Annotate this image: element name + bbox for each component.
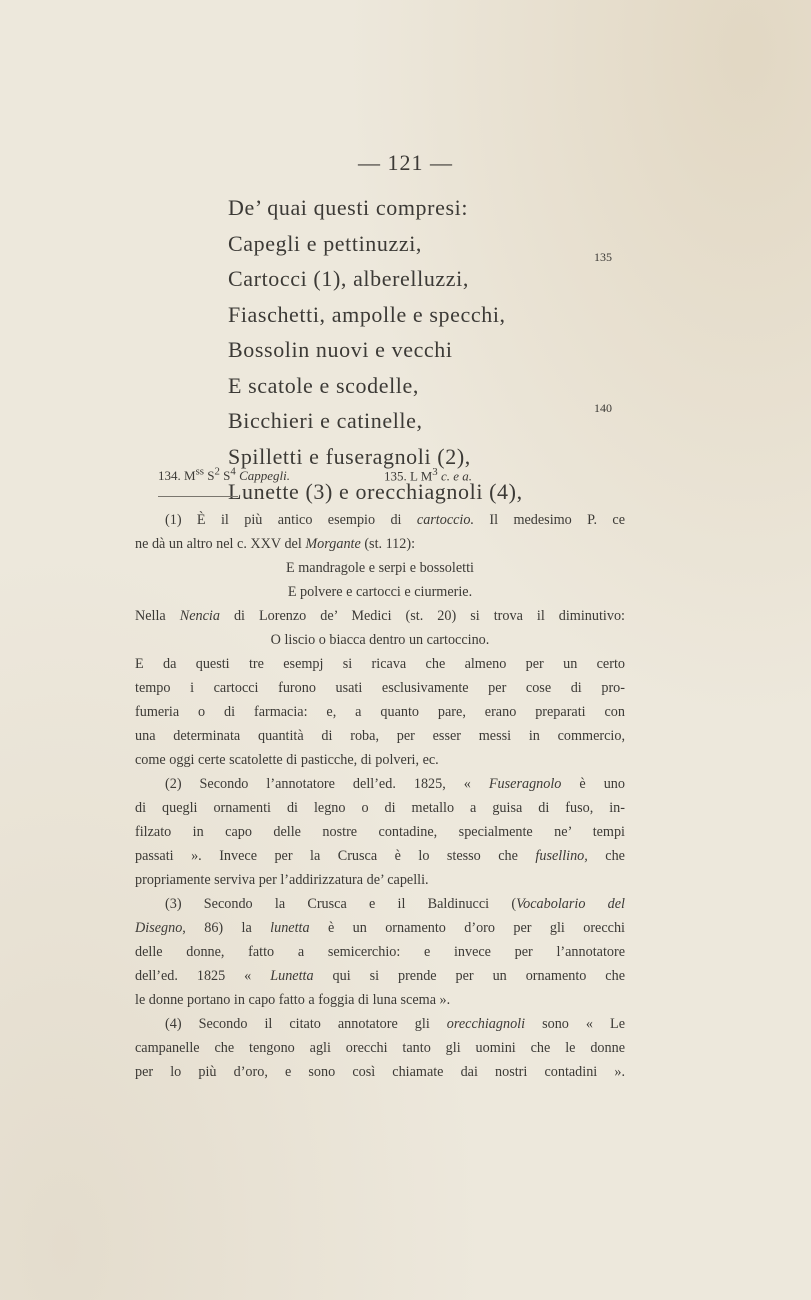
footnote-line: propriamente serviva per l’addirizzatura de’ capelli. bbox=[135, 872, 429, 888]
footnote-quote: O liscio o biacca dentro un cartoccino. bbox=[270, 632, 490, 648]
footnote-line: delle donne, fatto a semicerchio: e invece per l’annotatore bbox=[135, 944, 625, 960]
verse-line: De’ quai questi compresi: bbox=[228, 195, 469, 220]
verse-line: Cartocci (1), alberelluzzi, bbox=[228, 266, 469, 291]
footnote-line: filzato in capo delle nostre contadine, specialmente ne’ tempi bbox=[135, 824, 625, 840]
variant-readings bbox=[158, 466, 658, 484]
verse-line: Bossolin nuovi e vecchi bbox=[228, 337, 453, 362]
verse-line: Fiaschetti, ampolle e specchi, bbox=[228, 301, 506, 327]
footnote-line: di quegli ornamenti di legno o di metallo a guisa di fuso, in- bbox=[135, 800, 625, 816]
verse-line: E scatole e scodelle, bbox=[228, 372, 419, 398]
footnote-line: (3) Secondo la Crusca e il Baldinucci (Vocabolario del bbox=[165, 896, 625, 912]
footnote-line: E da questi tre esempj si ricava che almeno per un certo bbox=[135, 656, 625, 672]
footnotes bbox=[135, 508, 625, 1084]
footnote-line: dell’ed. 1825 « Lunetta qui si prende per un ornamento che bbox=[135, 968, 625, 984]
footnote-line: campanelle che tengono agli orecchi tanto gli uomini che le donne bbox=[135, 1040, 625, 1056]
footnote-line: Disegno, 86) la lunetta è un ornamento d’oro per gli orecchi bbox=[135, 920, 625, 936]
footnote-quote: E mandragole e serpi e bossoletti bbox=[286, 560, 474, 576]
page-number: — 121 — bbox=[358, 150, 453, 175]
variant-reading: 135. L $M^3$ c. e a. bbox=[384, 466, 472, 484]
footnote-line: per lo più d’oro, e sono così chiamate dai nostri contadini ». bbox=[135, 1064, 625, 1080]
footnote-line: (4) Secondo il citato annotatore gli orecchiagnoli sono « Le bbox=[165, 1016, 625, 1032]
verse-block bbox=[228, 190, 523, 510]
line-number: 135 bbox=[594, 250, 612, 264]
footnote-line: come oggi certe scatolette di pasticche, di polveri, ec. bbox=[135, 752, 439, 768]
verse-line: Lunette (3) e orecchiagnoli (4), bbox=[228, 479, 523, 504]
footnote-line: tempo i cartocci furono usati esclusivamente per cose di pro- bbox=[135, 680, 625, 696]
footnote-line: fumeria o di farmacia: e, a quanto pare, erano preparati con bbox=[135, 704, 625, 720]
footnote-line: (2) Secondo l’annotatore dell’ed. 1825, « Fuseragnolo è uno bbox=[165, 776, 625, 792]
variant-reading: 134. $M^{ss}$ $S^2$ $S^4$ Cappegli. bbox=[158, 466, 290, 484]
verse-line: Capegli e pettinuzzi, bbox=[228, 230, 423, 256]
footnote-line: le donne portano in capo fatto a foggia di luna scema ». bbox=[135, 992, 451, 1008]
footnote-line: passati ». Invece per la Crusca è lo stesso che fusellino, che bbox=[135, 848, 625, 864]
footnote-line: (1) È il più antico esempio di cartoccio. Il medesimo P. ce bbox=[165, 512, 625, 528]
footnote-quote: E polvere e cartocci e ciurmerie. bbox=[287, 584, 473, 600]
footnote-line: ne dà un altro nel c. XXV del Morgante (st. 112): bbox=[135, 536, 416, 552]
footnote-separator bbox=[158, 496, 238, 497]
footnote-line: Nella Nencia di Lorenzo de’ Medici (st. 20) si trova il diminutivo: bbox=[135, 608, 625, 624]
verse-line: Bicchieri e catinelle, bbox=[228, 408, 423, 433]
verse-line: Spilletti e fuseragnoli (2), bbox=[228, 443, 471, 469]
line-number: 140 bbox=[594, 401, 612, 415]
footnote-line: una determinata quantità di roba, per esser messi in commercio, bbox=[135, 728, 625, 744]
